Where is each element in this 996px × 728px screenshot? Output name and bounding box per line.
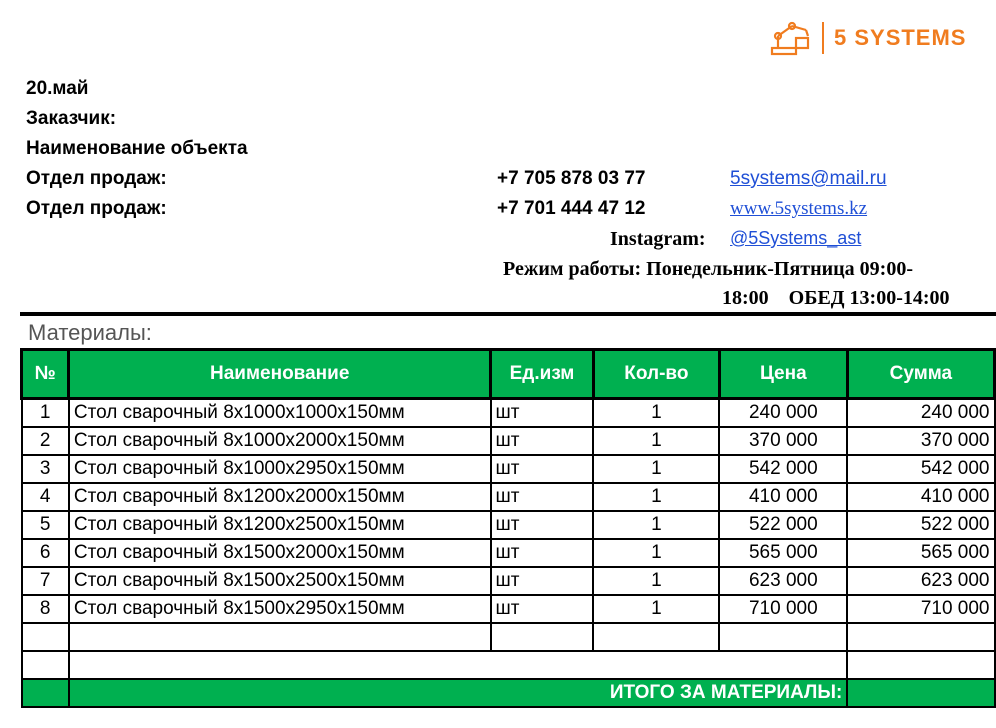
- row-quantity: 1: [593, 455, 719, 483]
- sales-phone-2: +7 701 444 47 12: [497, 198, 646, 219]
- sales-phone-1: +7 705 878 03 77: [497, 168, 646, 189]
- row-price: 410 000: [719, 483, 847, 511]
- robot-arm-icon: [770, 20, 812, 56]
- sales-department-label-1: Отдел продаж:: [26, 168, 167, 189]
- row-name: Стол сварочный 8х1500х2500х150мм: [69, 567, 491, 595]
- logo: [770, 20, 966, 56]
- row-price: 240 000: [719, 399, 847, 428]
- row-quantity: 1: [593, 567, 719, 595]
- table-row: [22, 567, 995, 595]
- table-row: [22, 483, 995, 511]
- empty-row: [22, 651, 995, 679]
- row-number: 6: [22, 539, 69, 567]
- object-name-label: Наименование объекта: [26, 138, 248, 159]
- row-unit: шт: [491, 427, 594, 455]
- row-name: Стол сварочный 8х1000х2950х150мм: [69, 455, 491, 483]
- row-price: 370 000: [719, 427, 847, 455]
- logo-divider: [822, 22, 824, 54]
- row-sum: 370 000: [847, 427, 994, 455]
- row-unit: шт: [491, 483, 594, 511]
- column-header-number: №: [22, 350, 69, 399]
- row-sum: 623 000: [847, 567, 994, 595]
- table-row: [22, 595, 995, 623]
- column-header-name: Наименование: [69, 350, 491, 399]
- row-quantity: 1: [593, 483, 719, 511]
- customer-label: Заказчик:: [26, 108, 117, 129]
- table-row: [22, 511, 995, 539]
- row-number: 4: [22, 483, 69, 511]
- row-quantity: 1: [593, 399, 719, 428]
- row-price: 542 000: [719, 455, 847, 483]
- row-quantity: 1: [593, 539, 719, 567]
- row-name: Стол сварочный 8х1500х2950х150мм: [69, 595, 491, 623]
- row-unit: шт: [491, 567, 594, 595]
- working-hours-line-2: 18:00 ОБЕД 13:00-14:00: [722, 287, 950, 309]
- table-header-row: [22, 350, 995, 399]
- row-number: 8: [22, 595, 69, 623]
- row-name: Стол сварочный 8х1000х2000х150мм: [69, 427, 491, 455]
- row-quantity: 1: [593, 511, 719, 539]
- row-unit: шт: [491, 595, 594, 623]
- row-name: Стол сварочный 8х1000х1000х150мм: [69, 399, 491, 428]
- row-sum: 565 000: [847, 539, 994, 567]
- website-link[interactable]: www.5systems.kz: [730, 198, 868, 219]
- row-unit: шт: [491, 539, 594, 567]
- row-unit: шт: [491, 455, 594, 483]
- row-unit: шт: [491, 511, 594, 539]
- column-header-unit: Ед.изм: [491, 350, 594, 399]
- table-row: [22, 399, 995, 428]
- row-quantity: 1: [593, 427, 719, 455]
- column-header-price: Цена: [719, 350, 847, 399]
- total-row: [22, 679, 995, 707]
- table-row: [22, 427, 995, 455]
- empty-row: [22, 623, 995, 651]
- row-sum: 522 000: [847, 511, 994, 539]
- total-value: [847, 679, 994, 707]
- working-hours-line-1: Режим работы: Понедельник-Пятница 09:00-: [503, 258, 913, 280]
- logo-text: 5 SYSTEMS: [834, 25, 967, 50]
- row-unit: шт: [491, 399, 594, 428]
- row-number: 5: [22, 511, 69, 539]
- row-price: 623 000: [719, 567, 847, 595]
- sales-email-link[interactable]: 5systems@mail.ru: [730, 168, 887, 189]
- row-name: Стол сварочный 8х1200х2000х150мм: [69, 483, 491, 511]
- row-number: 7: [22, 567, 69, 595]
- row-name: Стол сварочный 8х1500х2000х150мм: [69, 539, 491, 567]
- row-sum: 410 000: [847, 483, 994, 511]
- section-title: Материалы:: [28, 320, 152, 345]
- column-header-sum: Сумма: [847, 350, 994, 399]
- row-number: 1: [22, 399, 69, 428]
- instagram-link[interactable]: @5Systems_ast: [730, 228, 862, 248]
- row-number: 2: [22, 427, 69, 455]
- row-number: 3: [22, 455, 69, 483]
- row-price: 710 000: [719, 595, 847, 623]
- table-row: [22, 455, 995, 483]
- sales-department-label-2: Отдел продаж:: [26, 198, 167, 219]
- table-row: [22, 539, 995, 567]
- row-sum: 240 000: [847, 399, 994, 428]
- row-sum: 542 000: [847, 455, 994, 483]
- row-quantity: 1: [593, 595, 719, 623]
- column-header-quantity: Кол-во: [593, 350, 719, 399]
- materials-table: [20, 348, 996, 708]
- row-price: 565 000: [719, 539, 847, 567]
- row-price: 522 000: [719, 511, 847, 539]
- row-sum: 710 000: [847, 595, 994, 623]
- row-name: Стол сварочный 8х1200х2500х150мм: [69, 511, 491, 539]
- total-label: ИТОГО ЗА МАТЕРИАЛЫ:: [69, 679, 847, 707]
- document-date: 20.май: [26, 78, 89, 99]
- instagram-label: Instagram:: [610, 228, 706, 250]
- header-divider: [20, 312, 996, 316]
